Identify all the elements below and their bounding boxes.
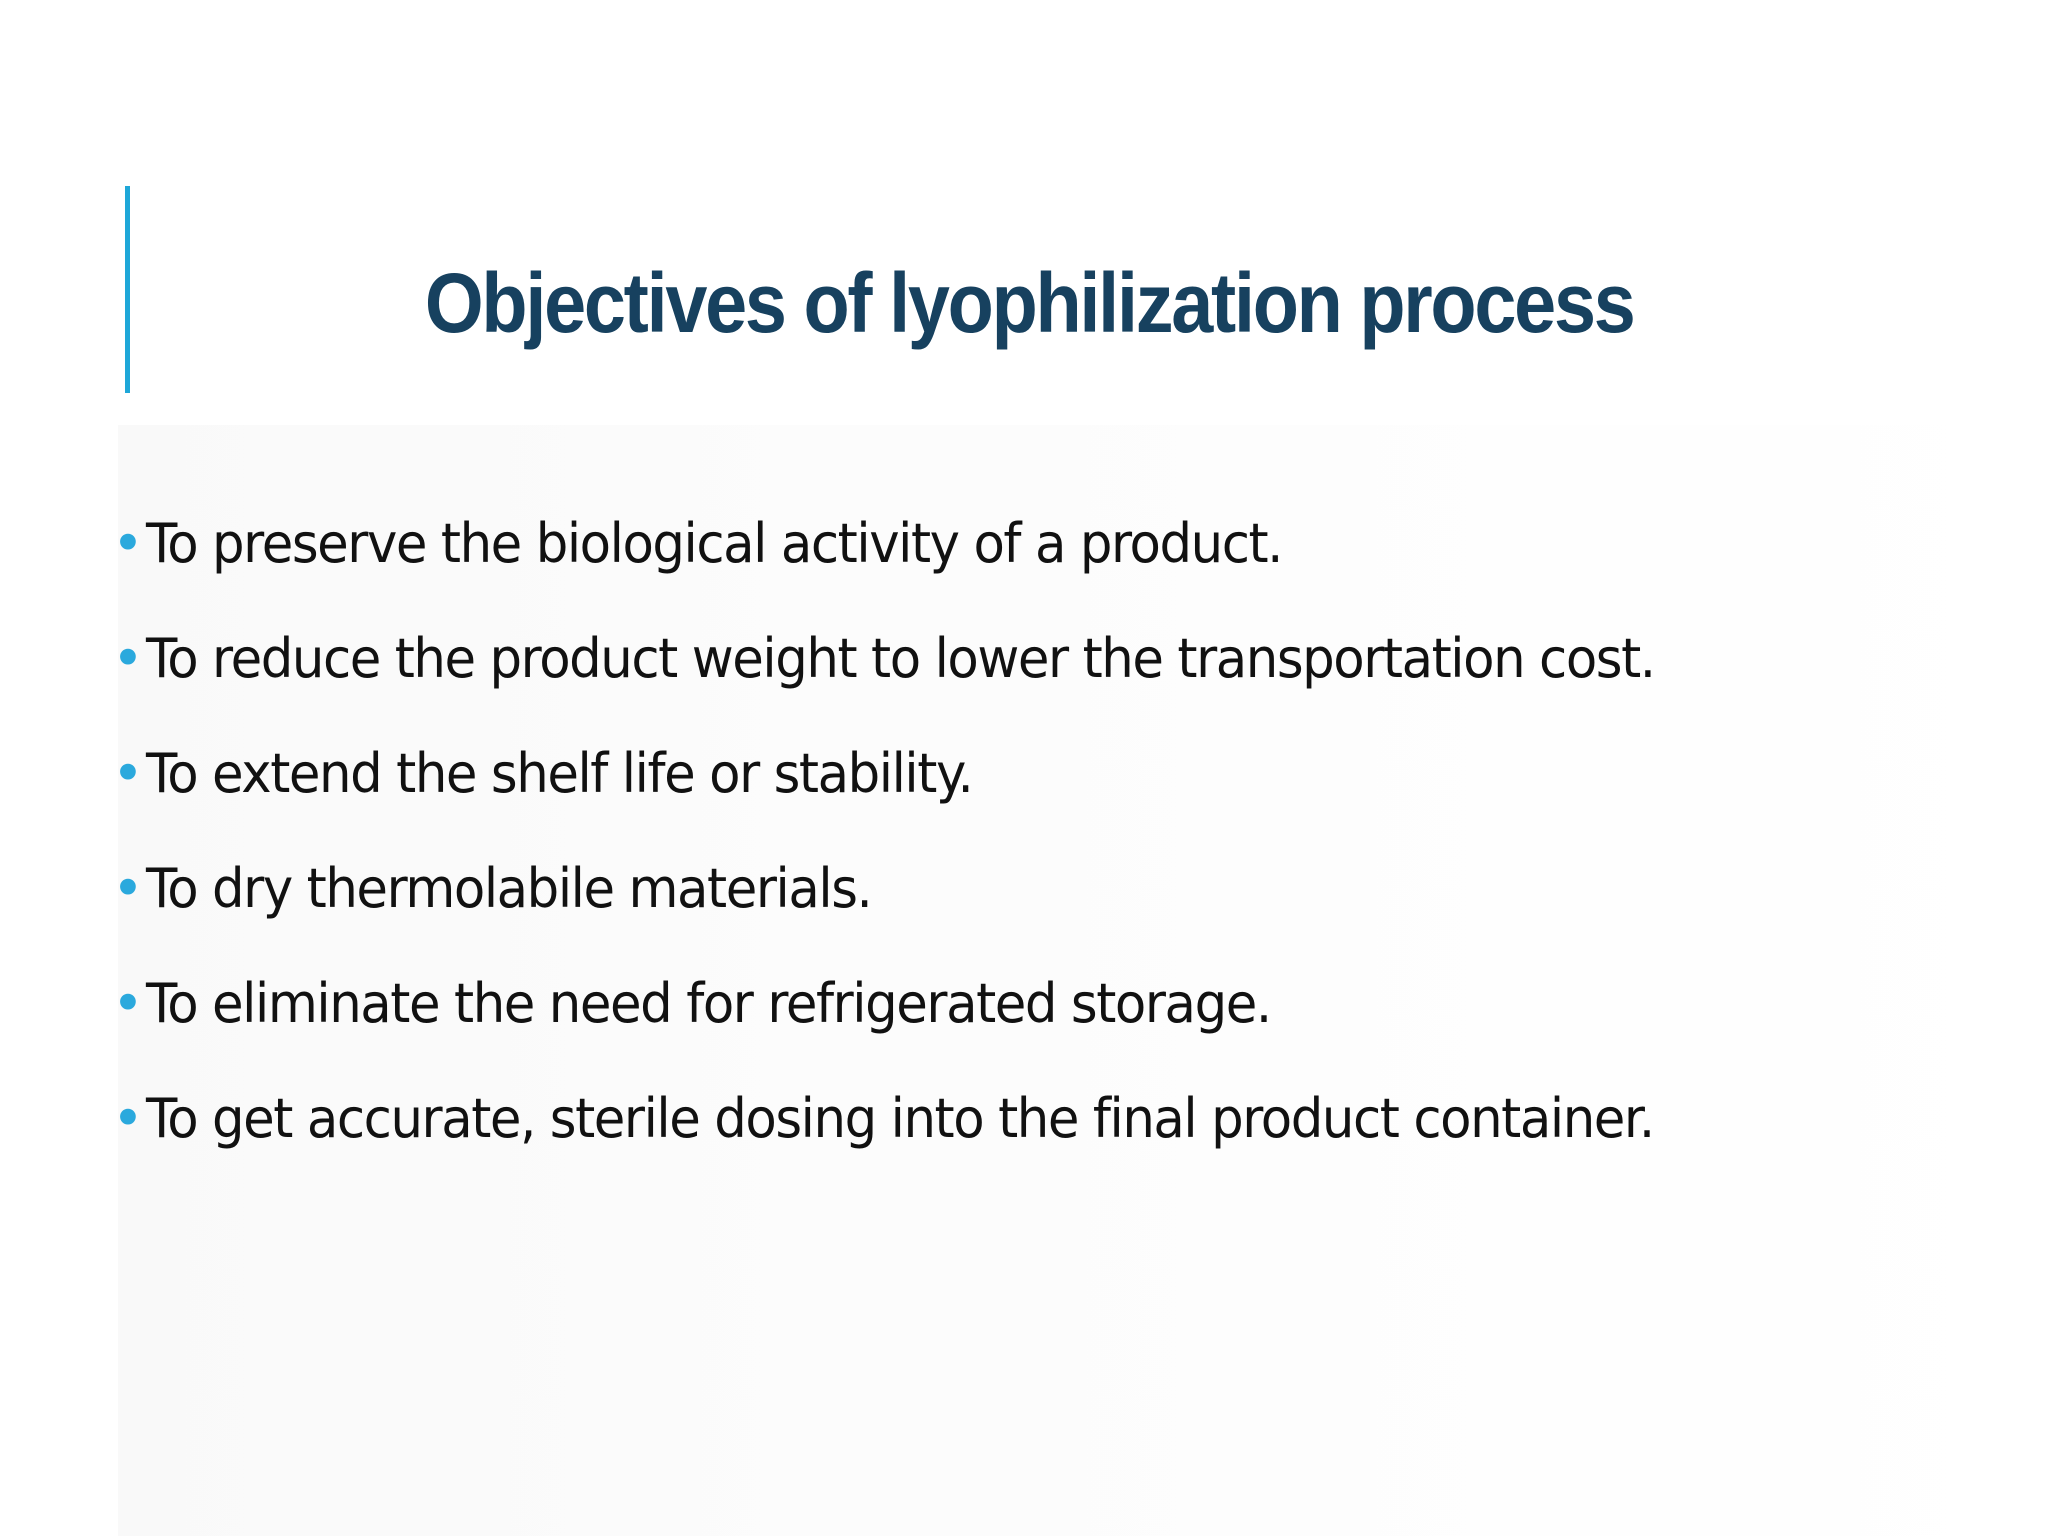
- bullet-text: To extend the shelf life or stability.: [146, 742, 973, 805]
- bullet-dot-icon: •: [112, 857, 143, 920]
- list-item: [112, 735, 1734, 850]
- bullet-text: To reduce the product weight to lower the transportation cost.: [146, 627, 1656, 690]
- bullet-dot-icon: •: [112, 1087, 143, 1150]
- list-item: [112, 505, 1734, 620]
- list-item: [112, 965, 1734, 1080]
- list-item: [112, 620, 1734, 735]
- bullet-dot-icon: •: [112, 972, 143, 1035]
- list-item: [112, 1080, 1734, 1195]
- bullet-text: To eliminate the need for refrigerated storage.: [146, 972, 1272, 1035]
- bullet-dot-icon: •: [112, 512, 143, 575]
- bullet-text: To dry thermolabile materials.: [146, 857, 872, 920]
- slide-title: Objectives of lyophilization process: [424, 256, 1634, 350]
- bullet-dot-icon: •: [112, 627, 143, 690]
- objectives-list: [112, 505, 1734, 1195]
- bullet-dot-icon: •: [112, 742, 143, 805]
- bullet-text: To preserve the biological activity of a product.: [146, 512, 1283, 575]
- list-item: [112, 850, 1734, 965]
- bullet-text: To get accurate, sterile dosing into the final product container.: [146, 1087, 1655, 1150]
